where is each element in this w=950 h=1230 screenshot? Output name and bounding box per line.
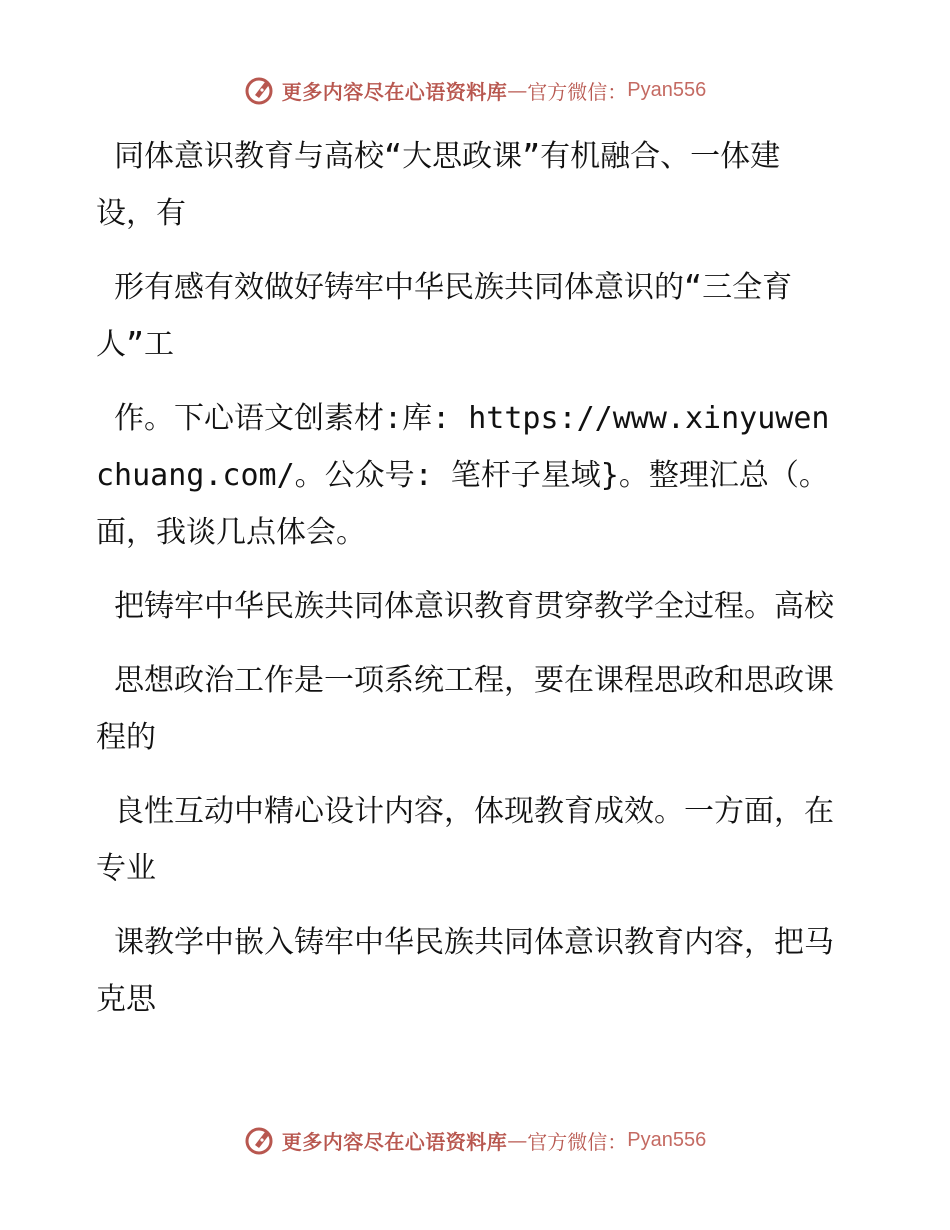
pen-nib-circle-icon — [244, 1124, 276, 1156]
header-watermark-banner — [0, 70, 950, 110]
banner-wechat-label: 官方微信： — [527, 79, 628, 104]
banner-separator: — — [507, 1128, 528, 1152]
paragraph-1: 同体意识教育与高校“大思政课”有机融合、一体建设，有 — [96, 139, 781, 231]
banner-separator: — — [507, 78, 528, 102]
paragraph-6: 良性互动中精心设计内容，体现教育成效。一方面，在专业 — [96, 794, 835, 886]
document-body — [96, 128, 836, 1045]
paragraph-2: 形有感有效做好铸牢中华民族共同体意识的“三全育人”工 — [96, 270, 793, 362]
paragraph-7: 课教学中嵌入铸牢中华民族共同体意识教育内容，把马克思 — [96, 925, 835, 1017]
banner-wechat-label: 官方微信： — [527, 1129, 628, 1154]
paragraph-4: 把铸牢中华民族共同体意识教育贯穿教学全过程。高校 — [96, 589, 835, 624]
paragraph-3: 作。下心语文创素材:库: https://www.xinyuwenchuang.com/。公众号: 笔杆子星域}。整理汇总（。面，我谈几点体会。 — [96, 401, 830, 550]
pen-nib-circle-icon — [244, 74, 276, 106]
paragraph-5: 思想政治工作是一项系统工程，要在课程思政和思政课程的 — [96, 663, 835, 755]
banner-wechat-id: Pyan556 — [627, 1128, 707, 1151]
footer-watermark-banner — [0, 1120, 950, 1160]
banner-main-text: 更多内容尽在心语资料库 — [281, 1129, 508, 1154]
banner-wechat-id: Pyan556 — [627, 78, 707, 101]
banner-main-text: 更多内容尽在心语资料库 — [281, 79, 508, 104]
